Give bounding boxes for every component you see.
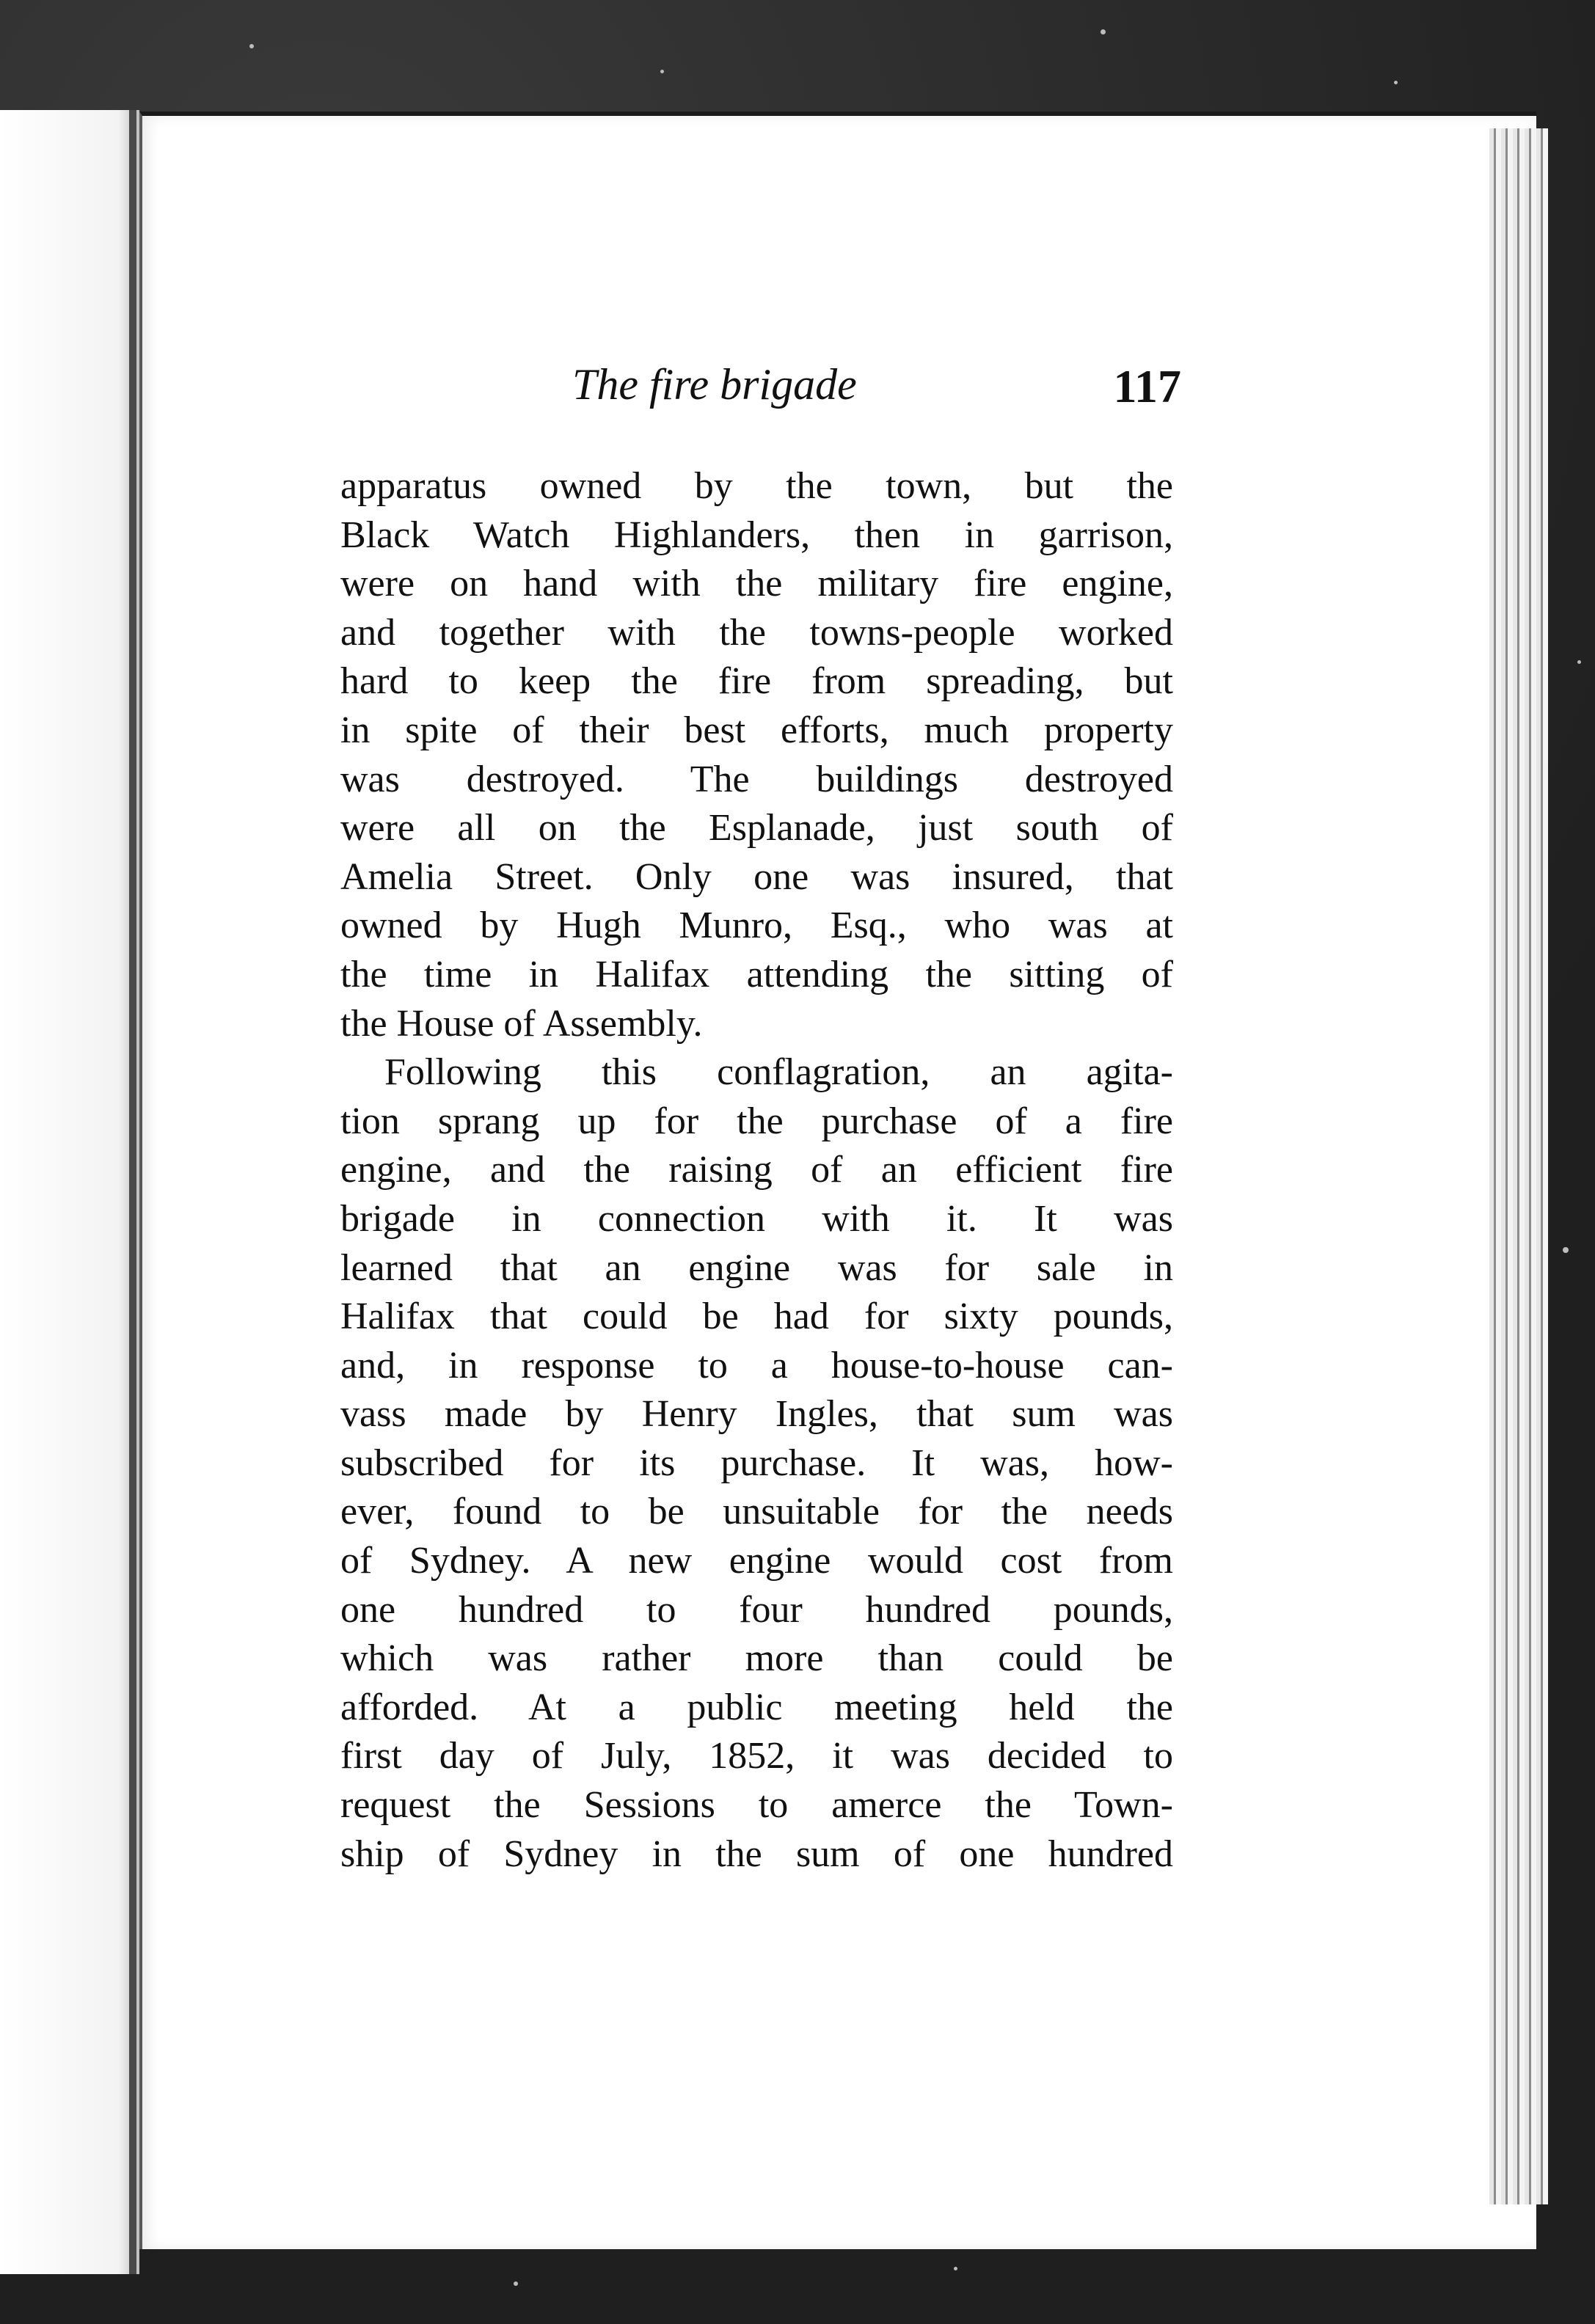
text-line: owned by Hugh Munro, Esq., who was at bbox=[340, 905, 1173, 947]
text-line: request the Sessions to amerce the Town- bbox=[340, 1784, 1173, 1827]
dust-speck bbox=[660, 70, 664, 73]
dust-speck bbox=[954, 2267, 957, 2270]
page-number: 117 bbox=[1113, 360, 1181, 412]
text-line: in spite of their best efforts, much property bbox=[340, 709, 1173, 751]
text-line: apparatus owned by the town, but the bbox=[340, 465, 1173, 507]
text-line: vass made by Henry Ingles, that sum was bbox=[340, 1393, 1173, 1436]
text-line: were all on the Esplanade, just south of bbox=[340, 807, 1173, 849]
text-line: Halifax that could be had for sixty pounds, bbox=[340, 1296, 1173, 1338]
body-text bbox=[340, 462, 1173, 1879]
page-header bbox=[572, 359, 1181, 440]
text-line: afforded. At a public meeting held the bbox=[340, 1686, 1173, 1728]
dust-speck bbox=[1563, 1247, 1569, 1253]
text-line: ever, found to be unsuitable for the needs bbox=[340, 1491, 1173, 1533]
text-line: Following this conflagration, an agita- bbox=[384, 1051, 1173, 1094]
paragraph-1 bbox=[340, 462, 1173, 1048]
text-line: ship of Sydney in the sum of one hundred bbox=[340, 1832, 1173, 1875]
book-gutter bbox=[129, 110, 136, 2274]
dust-speck bbox=[514, 2281, 518, 2286]
text-line: and, in response to a house-to-house can- bbox=[340, 1344, 1173, 1386]
text-line: were on hand with the military fire engine, bbox=[340, 563, 1173, 605]
text-line: brigade in connection with it. It was bbox=[340, 1197, 1173, 1240]
text-line: first day of July, 1852, it was decided to bbox=[340, 1735, 1173, 1777]
running-title: The fire brigade bbox=[572, 360, 857, 409]
text-line: Amelia Street. Only one was insured, that bbox=[340, 855, 1173, 898]
text-line: engine, and the raising of an efficient fire bbox=[340, 1149, 1173, 1191]
text-line: the time in Halifax attending the sitting of bbox=[340, 953, 1173, 995]
text-line: which was rather more than could be bbox=[340, 1637, 1173, 1680]
text-line: Black Watch Highlanders, then in garrison, bbox=[340, 514, 1173, 556]
dust-speck bbox=[249, 44, 254, 48]
text-line: of Sydney. A new engine would cost from bbox=[340, 1540, 1173, 1582]
text-line: and together with the towns-people worked bbox=[340, 611, 1173, 654]
facing-page-edge bbox=[0, 110, 139, 2274]
text-line: subscribed for its purchase. It was, how- bbox=[340, 1441, 1173, 1484]
text-line: learned that an engine was for sale in bbox=[340, 1246, 1173, 1289]
text-line: hard to keep the fire from spreading, but bbox=[340, 660, 1173, 703]
page-stack-edges bbox=[1489, 128, 1548, 2204]
paragraph-2 bbox=[340, 1048, 1173, 1879]
text-line: was destroyed. The buildings destroyed bbox=[340, 758, 1173, 800]
text-line: tion sprang up for the purchase of a fire bbox=[340, 1100, 1173, 1142]
text-line: one hundred to four hundred pounds, bbox=[340, 1588, 1173, 1631]
dust-speck bbox=[1394, 81, 1398, 84]
dust-speck bbox=[1101, 29, 1106, 34]
dust-speck bbox=[1577, 660, 1581, 664]
text-line: the House of Assembly. bbox=[340, 1002, 703, 1045]
